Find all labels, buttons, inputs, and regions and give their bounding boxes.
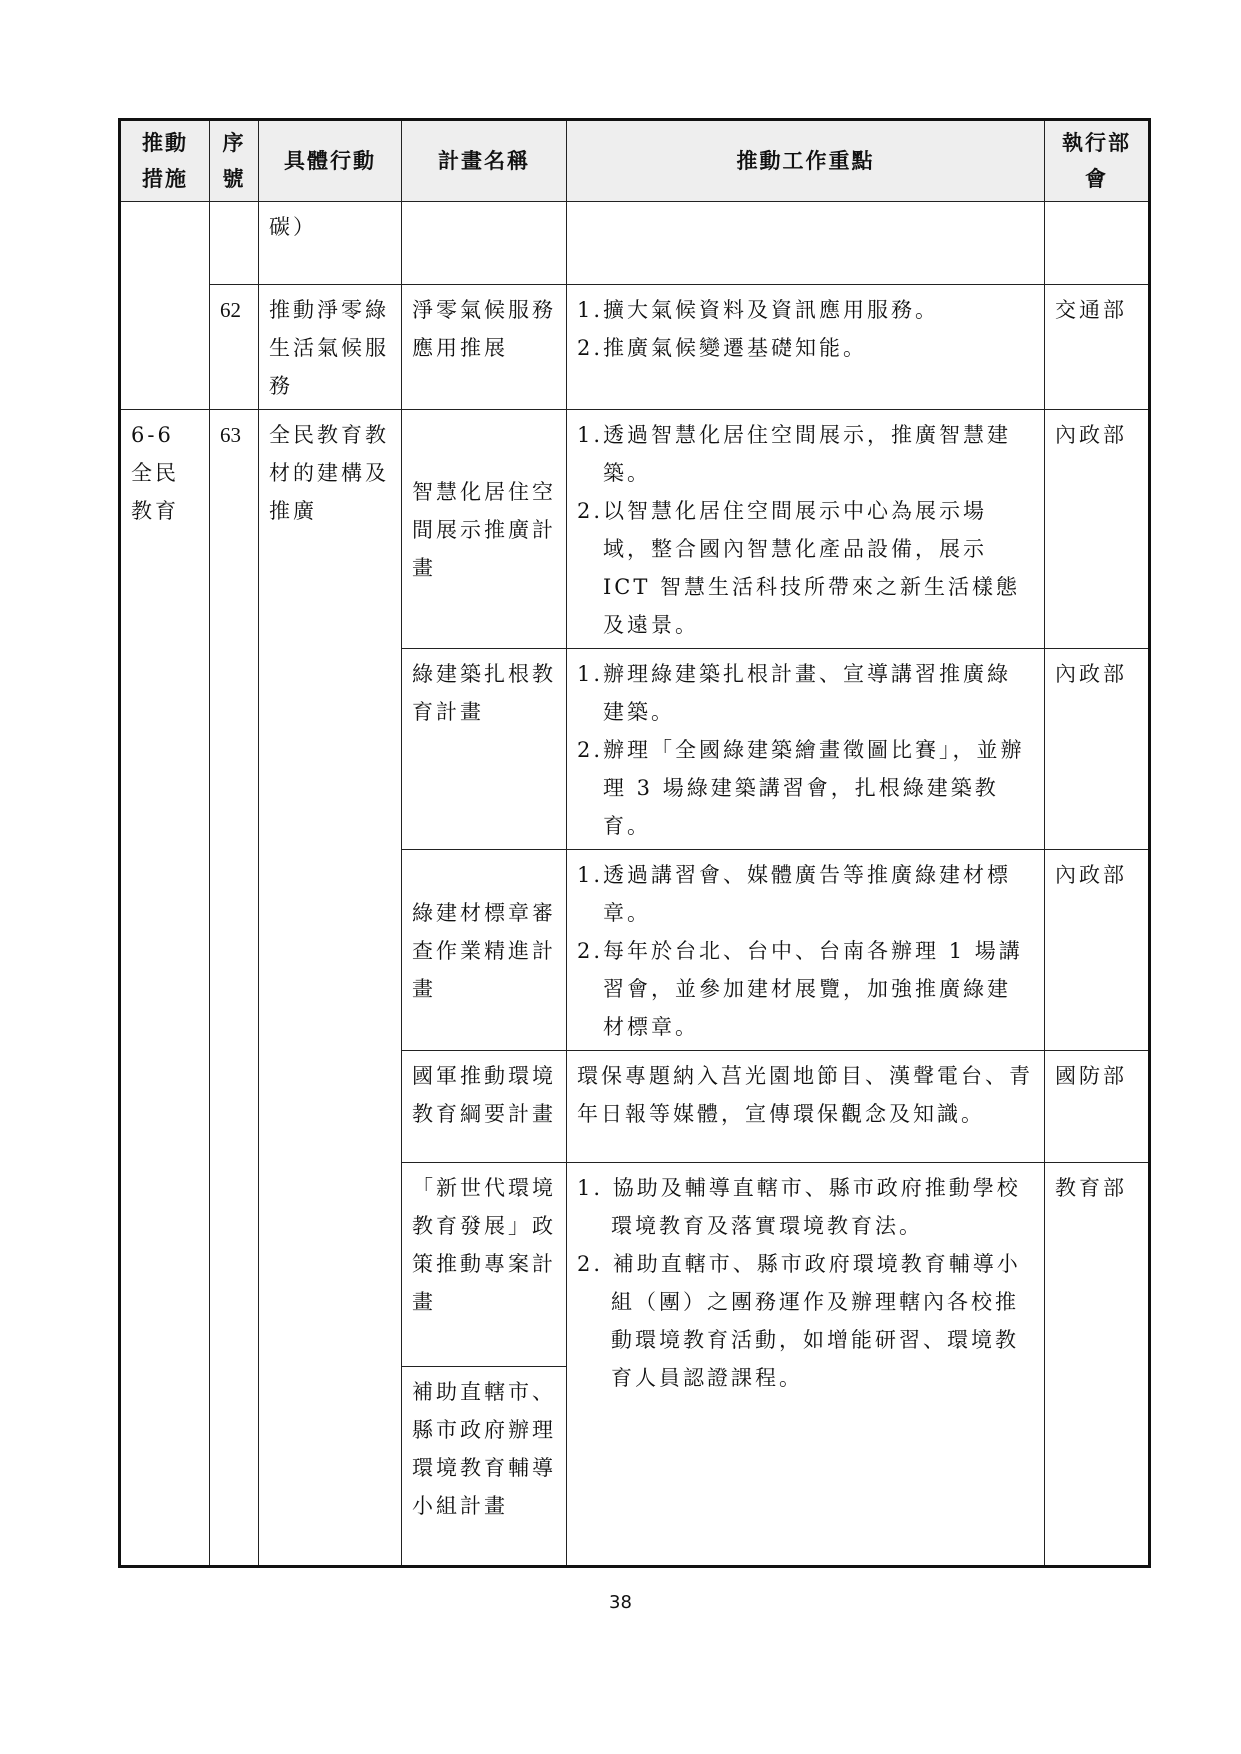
list-item: 2.每年於台北、台中、台南各辦理 1 場講習會，並參加建材展覽，加強推廣綠建材標章。	[577, 939, 1023, 1039]
number-cell: 62	[210, 285, 259, 410]
focus-cell	[567, 649, 1045, 850]
number-cell	[210, 202, 259, 285]
page-number: 38	[609, 1592, 632, 1613]
measure-cell-continued	[120, 202, 210, 410]
dept-cell: 內政部	[1045, 410, 1150, 649]
focus-cell	[567, 285, 1045, 410]
focus-cell	[567, 850, 1045, 1051]
plan-cell	[402, 202, 567, 285]
list-item: 1. 協助及輔導直轄市、縣市政府推動學校環境教育及落實環境教育法。	[577, 1176, 1021, 1238]
focus-list	[577, 655, 1034, 845]
plan-cell: 「新世代環境教育發展」政策推動專案計畫	[402, 1163, 567, 1367]
plan-cell: 補助直轄市、縣市政府辦理環境教育輔導小組計畫	[402, 1367, 567, 1567]
focus-list	[577, 1169, 1034, 1397]
measure-cell: 6-6 全民教育	[120, 410, 210, 1567]
list-item: 1.透過智慧化居住空間展示，推廣智慧建築。	[577, 423, 1012, 485]
plan-cell: 綠建材標章審查作業精進計畫	[402, 850, 567, 1051]
header-number: 序 號	[210, 120, 259, 202]
plan-cell: 智慧化居住空間展示推廣計畫	[402, 410, 567, 649]
header-measure: 推動 措施	[120, 120, 210, 202]
dept-cell: 國防部	[1045, 1051, 1150, 1163]
focus-list	[577, 291, 1034, 367]
dept-cell: 內政部	[1045, 850, 1150, 1051]
list-item: 2.推廣氣候變遷基礎知能。	[577, 336, 868, 360]
dept-cell: 內政部	[1045, 649, 1150, 850]
focus-list	[577, 856, 1034, 1046]
header-action: 具體行動	[259, 120, 402, 202]
list-item: 2. 補助直轄市、縣市政府環境教育輔導小組（團）之團務運作及辦理轄內各校推動環境教育活動，如增能研習、環境教育人員認證課程。	[577, 1252, 1021, 1390]
dept-cell	[1045, 202, 1150, 285]
plan-cell: 淨零氣候服務應用推展	[402, 285, 567, 410]
action-cell: 碳）	[259, 202, 402, 285]
header-dept: 執行部 會	[1045, 120, 1150, 202]
dept-cell: 教育部	[1045, 1163, 1150, 1567]
list-item: 1.透過講習會、媒體廣告等推廣綠建材標章。	[577, 863, 1012, 925]
number-cell: 63	[210, 410, 259, 1567]
focus-cell	[567, 410, 1045, 649]
table-header-row	[120, 120, 1150, 202]
focus-list	[577, 416, 1034, 644]
dept-cell: 交通部	[1045, 285, 1150, 410]
list-item: 1.擴大氣候資料及資訊應用服務。	[577, 298, 940, 322]
table-row	[120, 285, 1150, 410]
focus-cell	[567, 202, 1045, 285]
focus-cell: 環保專題納入莒光園地節目、漢聲電台、青年日報等媒體，宣傳環保觀念及知識。	[567, 1051, 1045, 1163]
list-item: 1.辦理綠建築扎根計畫、宣導講習推廣綠建築。	[577, 662, 1012, 724]
action-cell: 全民教育教材的建構及推廣	[259, 410, 402, 1567]
table-row	[120, 410, 1150, 649]
focus-cell	[567, 1163, 1045, 1567]
list-item: 2.辦理「全國綠建築繪畫徵圖比賽」，並辦理 3 場綠建築講習會，扎根綠建築教育。	[577, 738, 1025, 838]
list-item: 2.以智慧化居住空間展示中心為展示場域，整合國內智慧化產品設備，展示 ICT 智慧生活科技所帶來之新生活樣態及遠景。	[577, 499, 1021, 637]
measures-table	[118, 118, 1151, 1568]
header-focus: 推動工作重點	[567, 120, 1045, 202]
table-row	[120, 202, 1150, 285]
plan-cell: 綠建築扎根教育計畫	[402, 649, 567, 850]
plan-cell: 國軍推動環境教育綱要計畫	[402, 1051, 567, 1163]
action-cell: 推動淨零綠生活氣候服務	[259, 285, 402, 410]
header-plan: 計畫名稱	[402, 120, 567, 202]
